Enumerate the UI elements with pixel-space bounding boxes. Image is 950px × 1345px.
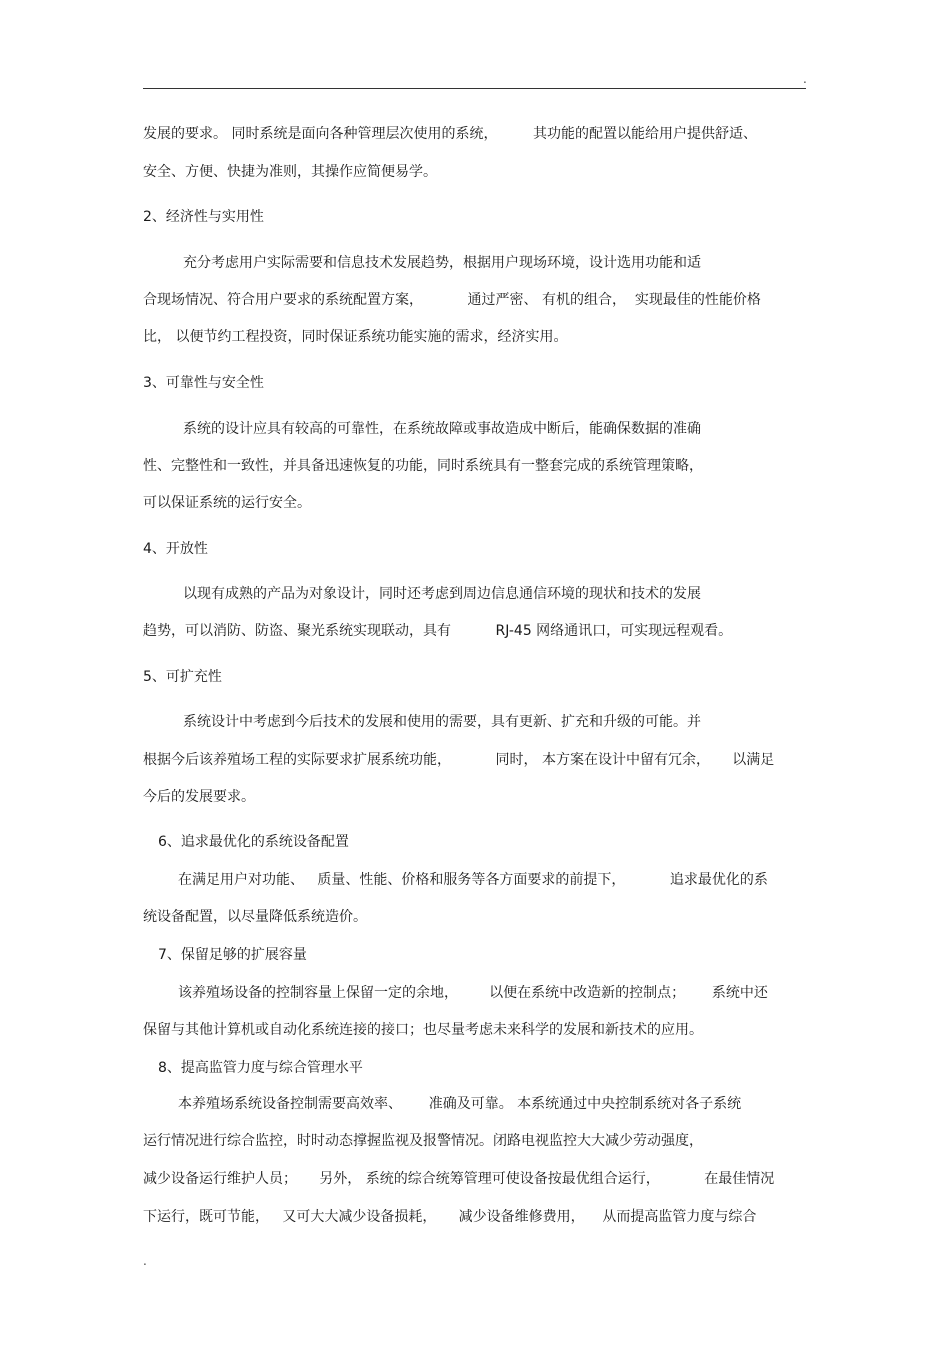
paragraph-line: 系统设计中考虑到今后技术的发展和使用的需要，具有更新、扩充和升级的可能。并	[183, 714, 701, 730]
paragraph-line: 该养殖场设备的控制容量上保留一定的余地， 以便在系统中改造新的控制点； 系统中还	[178, 985, 768, 1001]
paragraph-line: 今后的发展要求。	[143, 789, 255, 805]
section-heading: 3、可靠性与安全性	[143, 375, 264, 391]
section-heading: 8、提高监管力度与综合管理水平	[158, 1060, 363, 1076]
paragraph-line: 充分考虑用户实际需要和信息技术发展趋势，根据用户现场环境，设计选用功能和适	[183, 255, 701, 271]
paragraph-line: 运行情况进行综合监控，时时动态撑握监视及报警情况。闭路电视监控大大减少劳动强度，	[143, 1133, 703, 1149]
header-rule	[143, 88, 806, 89]
section-heading: 5、可扩充性	[143, 669, 222, 685]
paragraph-line: 趋势，可以消防、防盗、聚光系统实现联动，具有 RJ-45 网络通讯口，可实现远程观看。	[143, 623, 733, 639]
paragraph-line: 以现有成熟的产品为对象设计，同时还考虑到周边信息通信环境的现状和技术的发展	[183, 586, 701, 602]
paragraph-line: 下运行，既可节能， 又可大大减少设备损耗， 减少设备维修费用， 从而提高监管力度与综合	[143, 1209, 757, 1225]
paragraph-line: 系统的设计应具有较高的可靠性，在系统故障或事故造成中断后，能确保数据的准确	[183, 421, 701, 437]
paragraph-line: 本养殖场系统设备控制需要高效率、 准确及可靠。 本系统通过中央控制系统对各子系统	[178, 1096, 742, 1112]
header-mark: .	[803, 72, 807, 86]
section-heading: 2、经济性与实用性	[143, 209, 264, 225]
section-heading: 4、开放性	[143, 541, 208, 557]
paragraph-line: 发展的要求。 同时系统是面向各种管理层次使用的系统， 其功能的配置以能给用户提供舒适、	[143, 126, 758, 142]
paragraph-line: 减少设备运行维护人员； 另外， 系统的综合统筹管理可使设备按最优组合运行， 在最佳情况	[143, 1171, 775, 1187]
footer-mark: .	[143, 1254, 147, 1268]
section-heading: 6、追求最优化的系统设备配置	[158, 834, 349, 850]
paragraph-line: 比， 以便节约工程投资，同时保证系统功能实施的需求，经济实用。	[143, 329, 568, 345]
paragraph-line: 保留与其他计算机或自动化系统连接的接口；也尽量考虑未来科学的发展和新技术的应用。	[143, 1022, 703, 1038]
paragraph-line: 安全、方便、快捷为准则，其操作应简便易学。	[143, 164, 437, 180]
paragraph-line: 合现场情况、符合用户要求的系统配置方案， 通过严密、 有机的组合， 实现最佳的性能价格	[143, 292, 761, 308]
paragraph-line: 统设备配置，以尽量降低系统造价。	[143, 909, 367, 925]
paragraph-line: 根据今后该养殖场工程的实际要求扩展系统功能， 同时， 本方案在设计中留有冗余， 以满足	[143, 752, 775, 768]
paragraph-line: 可以保证系统的运行安全。	[143, 495, 311, 511]
section-heading: 7、保留足够的扩展容量	[158, 947, 307, 963]
paragraph-line: 性、完整性和一致性，并具备迅速恢复的功能，同时系统具有一整套完成的系统管理策略，	[143, 458, 703, 474]
paragraph-line: 在满足用户对功能、 质量、性能、价格和服务等各方面要求的前提下， 追求最优化的系	[178, 872, 768, 888]
